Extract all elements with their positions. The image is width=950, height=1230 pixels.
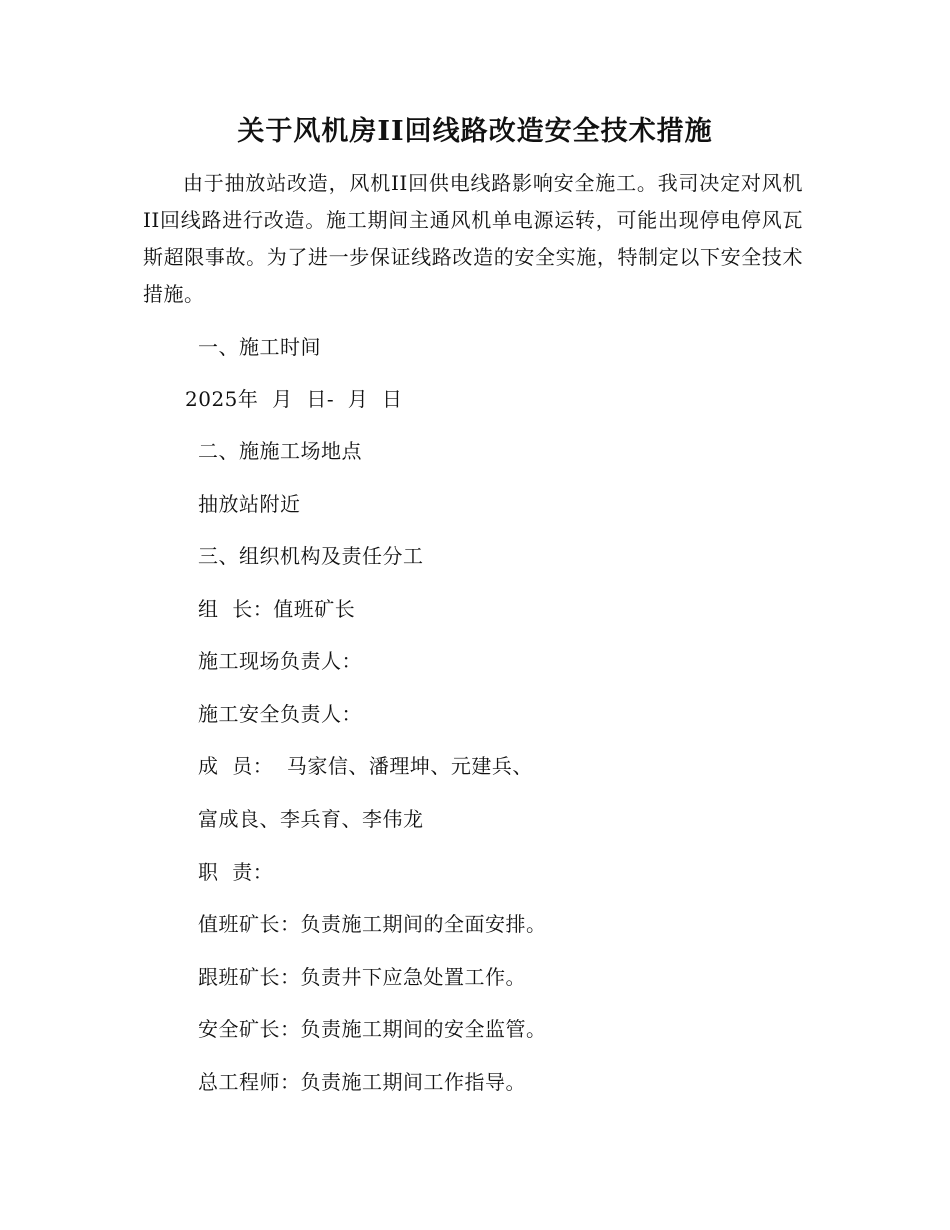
construction-location: 抽放站附近 bbox=[198, 492, 301, 516]
safety-manager: 施工安全负责人： bbox=[198, 702, 362, 726]
document-title: 关于风机房II回线路改造安全技术措施 bbox=[237, 116, 713, 147]
intro-paragraph: 由于抽放站改造，风机II回供电线路影响安全施工。我司决定对风机II回线路进行改造。施工期间主通风机单电源运转，可能出现停电停风瓦斯超限事故。为了进一步保证线路改造的安全实施，特制定以下安全技术措施。 bbox=[143, 171, 803, 306]
duty-shift-mine-manager: 跟班矿长：负责井下应急处置工作。 bbox=[198, 965, 526, 989]
construction-date: 2025年 月 日- 月 日 bbox=[185, 387, 403, 411]
duty-duty-mine-manager: 值班矿长：负责施工期间的全面安排。 bbox=[198, 912, 547, 936]
section-heading-organization: 三、组织机构及责任分工 bbox=[198, 544, 424, 568]
section-heading-location: 二、施施工场地点 bbox=[198, 439, 362, 463]
duty-chief-engineer: 总工程师：负责施工期间工作指导。 bbox=[198, 1070, 526, 1094]
members-line-1: 成 员： 马家信、潘理坤、元建兵、 bbox=[198, 754, 533, 778]
duties-heading: 职 责： bbox=[198, 860, 274, 884]
site-manager: 施工现场负责人： bbox=[198, 649, 362, 673]
members-line-2: 富成良、李兵育、李伟龙 bbox=[198, 807, 424, 831]
section-heading-time: 一、施工时间 bbox=[198, 335, 321, 359]
team-leader: 组 长：值班矿长 bbox=[198, 597, 356, 621]
duty-safety-mine-manager: 安全矿长：负责施工期间的安全监管。 bbox=[198, 1017, 547, 1041]
